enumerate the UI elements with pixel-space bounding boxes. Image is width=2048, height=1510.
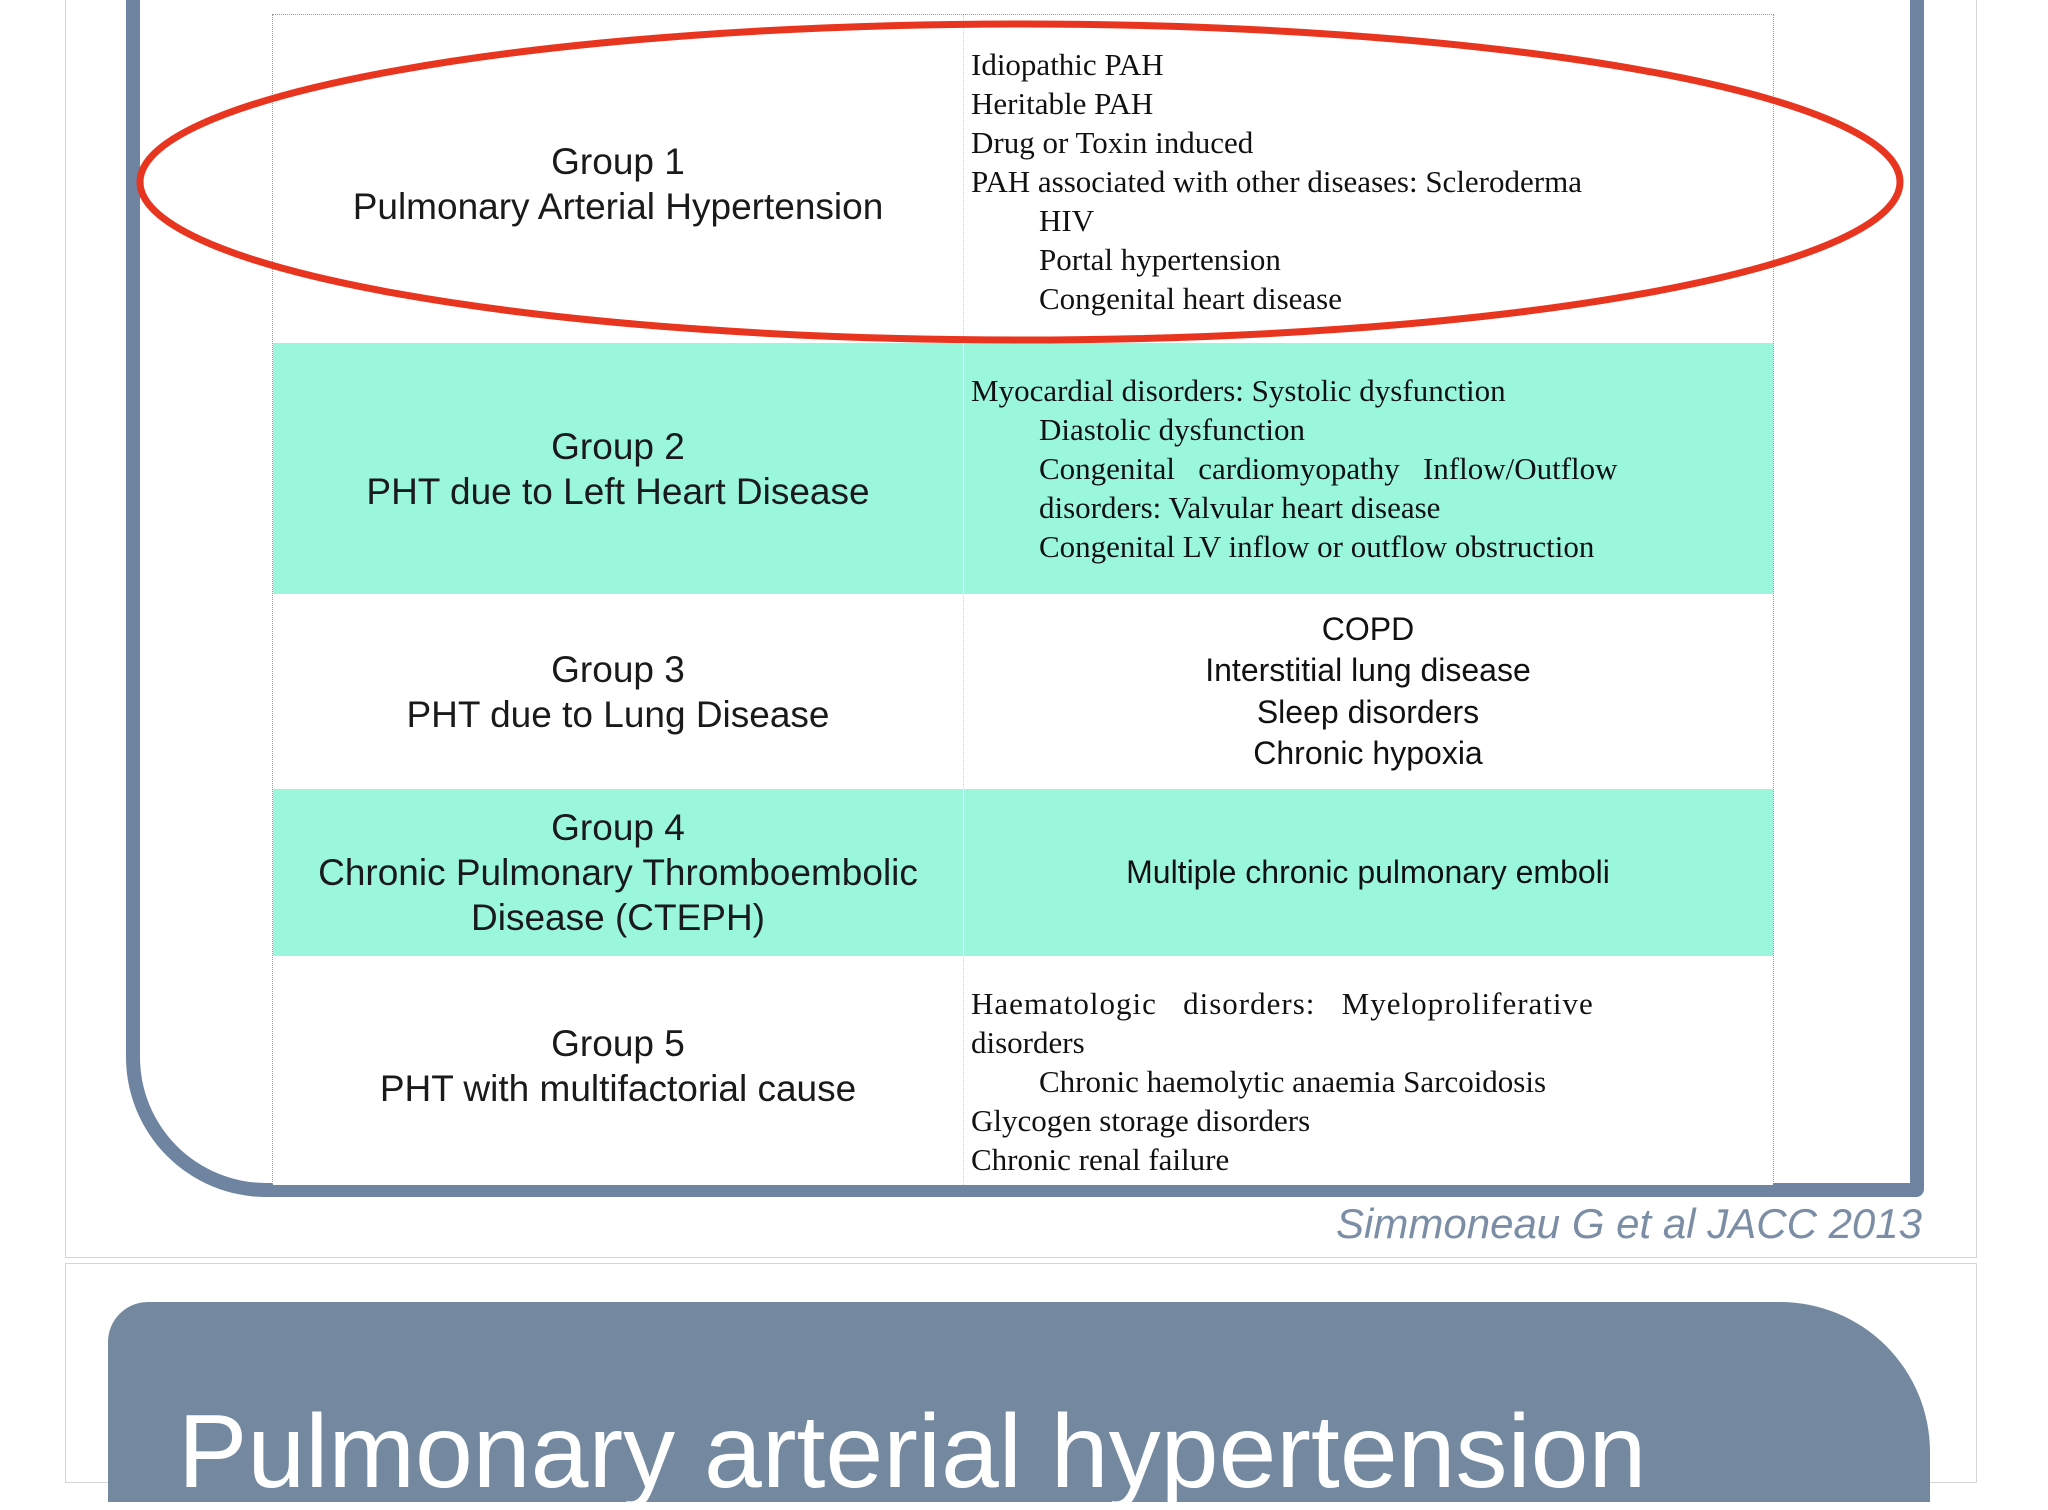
detail-line: Diastolic dysfunction — [1039, 412, 1306, 447]
table-row-group-4 — [273, 789, 1773, 956]
group-details — [963, 789, 1773, 956]
group-title: Disease (CTEPH) — [471, 897, 765, 938]
group-number: Group 2 — [551, 425, 685, 467]
group-number: Group 3 — [551, 648, 685, 690]
detail-line: Drug or Toxin induced — [971, 125, 1254, 160]
next-slide-title: Pulmonary arterial hypertension — [178, 1394, 1647, 1510]
detail-line: Idiopathic PAH — [971, 47, 1164, 82]
detail-line: Multiple chronic pulmonary emboli — [1126, 853, 1610, 890]
group-details — [971, 343, 1751, 594]
detail-line: Sleep disorders — [1256, 693, 1480, 730]
detail-line: disorders — [971, 1025, 1085, 1060]
detail-line: Congenital LV inflow or outflow obstruction — [1039, 529, 1595, 564]
table-row-group-2 — [273, 343, 1773, 594]
detail-line: Chronic renal failure — [971, 1142, 1230, 1177]
column-divider — [963, 343, 964, 594]
group-title: Pulmonary Arterial Hypertension — [352, 186, 884, 227]
group-number: Group 5 — [551, 1022, 685, 1064]
group-cell — [273, 15, 963, 343]
group-cell — [273, 956, 963, 1185]
detail-line: HIV — [1039, 203, 1095, 238]
detail-line: Congenital heart disease — [1039, 281, 1343, 316]
citation: Simmoneau G et al JACC 2013 — [1336, 1200, 1922, 1247]
detail-line: COPD — [1321, 610, 1415, 647]
table-row-group-5 — [273, 956, 1773, 1185]
table-row-group-1 — [273, 15, 1773, 343]
group-title: PHT due to Lung Disease — [406, 693, 830, 735]
group-number: Group 1 — [551, 141, 685, 182]
group-cell — [273, 343, 963, 594]
column-divider — [963, 956, 964, 1185]
detail-line: Myocardial disorders: Systolic dysfunction — [971, 373, 1506, 408]
next-slide-banner — [108, 1302, 1930, 1510]
detail-line: Heritable PAH — [971, 86, 1154, 121]
detail-line: Haematologic disorders: Myeloproliferative — [971, 986, 1594, 1021]
group-title: PHT due to Left Heart Disease — [366, 470, 870, 512]
detail-line: Glycogen storage disorders — [971, 1103, 1311, 1138]
group-cell — [273, 594, 963, 789]
group-title: PHT with multifactorial cause — [379, 1067, 857, 1109]
detail-line: Portal hypertension — [1039, 242, 1281, 277]
column-divider — [963, 15, 964, 343]
detail-line: Chronic haemolytic anaemia Sarcoidosis — [1039, 1064, 1547, 1099]
group-details — [971, 956, 1751, 1185]
detail-line: Congenital cardiomyopathy Inflow/Outflow — [1039, 451, 1618, 486]
detail-line: Interstitial lung disease — [1205, 652, 1531, 688]
group-number: Group 4 — [551, 807, 685, 848]
group-details — [971, 15, 1751, 343]
detail-line: disorders: Valvular heart disease — [1039, 490, 1441, 525]
classification-table — [272, 14, 1774, 1184]
group-details — [963, 594, 1773, 789]
detail-line: PAH associated with other diseases: Scleroderma — [971, 164, 1582, 199]
detail-line: Chronic hypoxia — [1253, 735, 1483, 771]
table-row-group-3 — [273, 594, 1773, 789]
group-title: Chronic Pulmonary Thromboembolic — [318, 852, 918, 893]
group-cell — [273, 789, 963, 956]
